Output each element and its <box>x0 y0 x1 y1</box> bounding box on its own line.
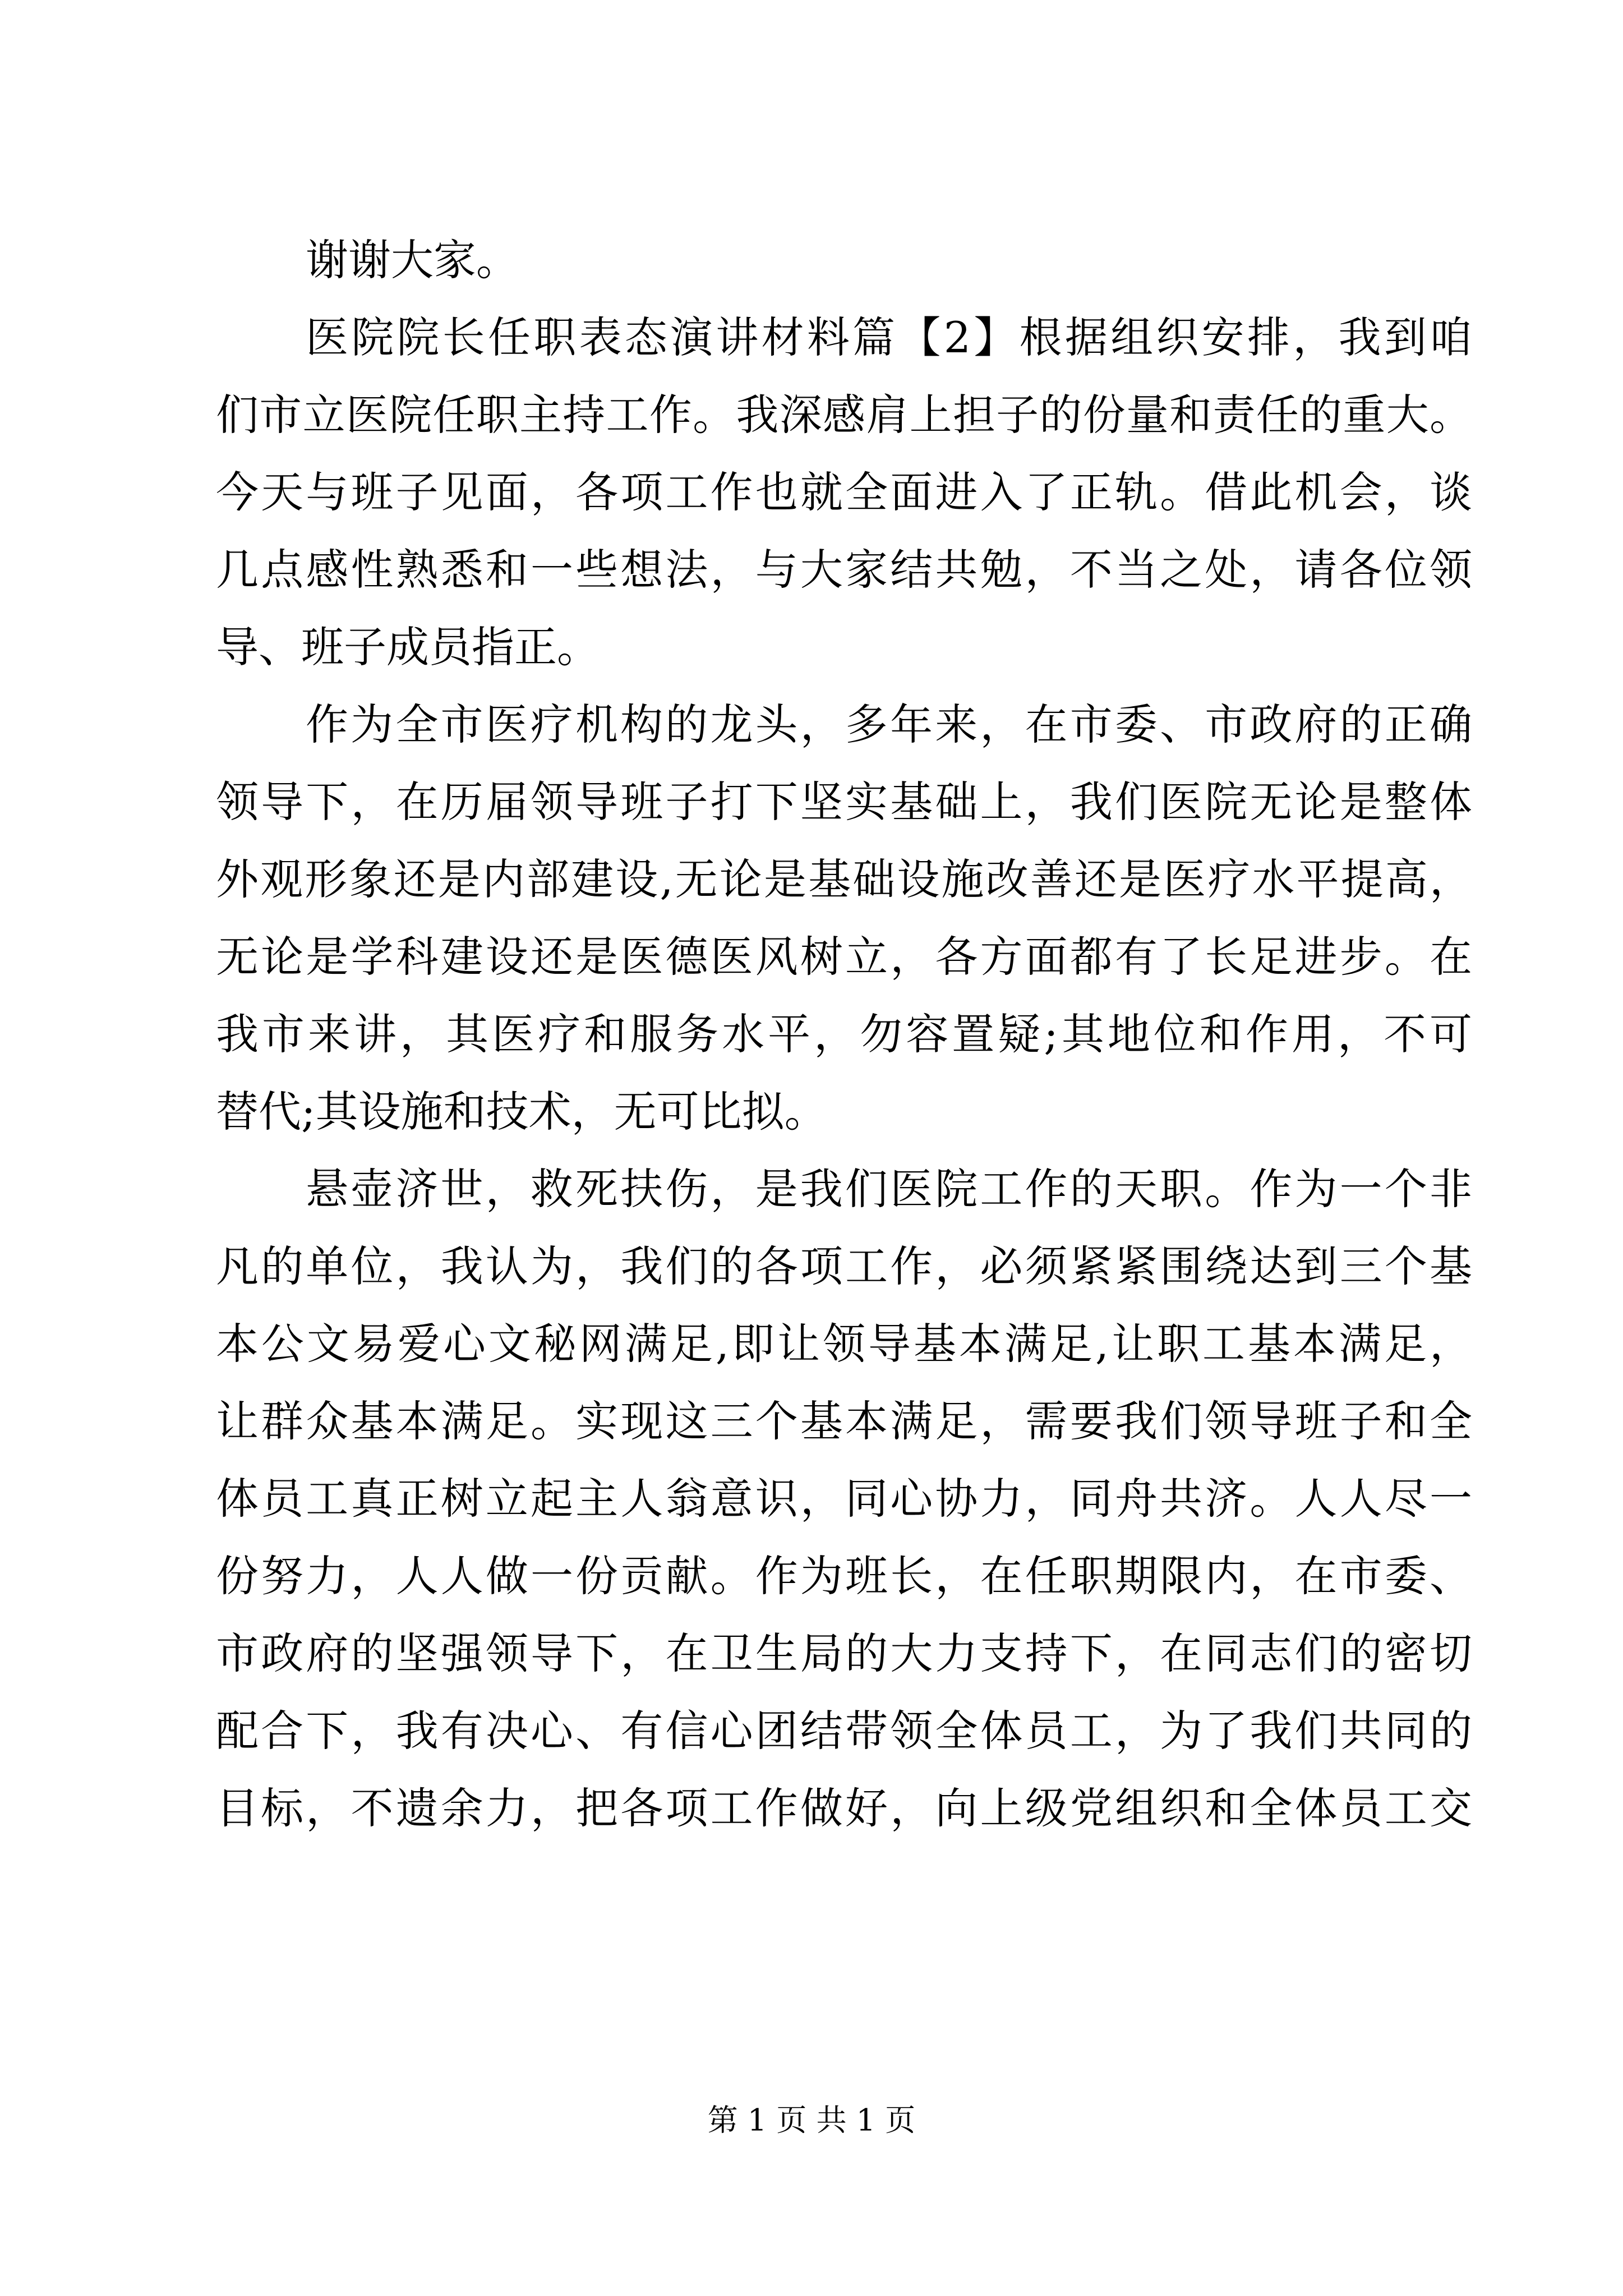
text-line: 替代;其设施和技术，无可比拟。 <box>216 1087 827 1137</box>
text-line: 领导下，在历届领导班子打下坚实基础上，我们医院无论是整体 <box>216 777 1472 827</box>
text-line: 导、班子成员指正。 <box>216 622 600 672</box>
text-line: 我市来讲，其医疗和服务水平，勿容置疑;其地位和作用，不可 <box>216 1009 1472 1059</box>
text-line: 今天与班子见面，各项工作也就全面进入了正轨。借此机会，谈 <box>216 467 1472 517</box>
text-line: 几点感性熟悉和一些想法，与大家结共勉，不当之处，请各位领 <box>216 545 1472 595</box>
text-line: 体员工真正树立起主人翁意识，同心协力，同舟共济。人人尽一 <box>216 1474 1472 1524</box>
paragraph-start-line: 悬壶济世，救死扶伤，是我们医院工作的天职。作为一个非 <box>306 1164 1472 1214</box>
text-line: 本公文易爱心文秘网满足,即让领导基本满足,让职工基本满足， <box>216 1319 1472 1369</box>
page-footer: 第 1 页 共 1 页 <box>707 2102 916 2138</box>
text-line: 外观形象还是内部建设,无论是基础设施改善还是医疗水平提高， <box>216 854 1472 904</box>
document-body <box>216 222 1472 1847</box>
text-line: 凡的单位，我认为，我们的各项工作，必须紧紧围绕达到三个基 <box>216 1241 1472 1291</box>
text-line: 配合下，我有决心、有信心团结带领全体员工，为了我们共同的 <box>216 1706 1472 1756</box>
paragraph-start-line: 医院院长任职表态演讲材料篇【2】根据组织安排，我到咱 <box>306 312 1472 362</box>
text-line: 让群众基本满足。实现这三个基本满足，需要我们领导班子和全 <box>216 1396 1472 1446</box>
text-line: 份努力，人人做一份贡献。作为班长，在任职期限内，在市委、 <box>216 1551 1472 1601</box>
text-line: 无论是学科建设还是医德医风树立，各方面都有了长足进步。在 <box>216 932 1472 982</box>
text-line: 们市立医院任职主持工作。我深感肩上担子的份量和责任的重大。 <box>216 390 1472 440</box>
text-line: 市政府的坚强领导下，在卫生局的大力支持下，在同志们的密切 <box>216 1628 1472 1678</box>
paragraph-start-line: 作为全市医疗机构的龙头，多年来，在市委、市政府的正确 <box>306 700 1472 749</box>
text-line: 目标，不遗余力，把各项工作做好，向上级党组织和全体员工交 <box>216 1783 1472 1833</box>
text-line: 谢谢大家。 <box>306 235 519 285</box>
